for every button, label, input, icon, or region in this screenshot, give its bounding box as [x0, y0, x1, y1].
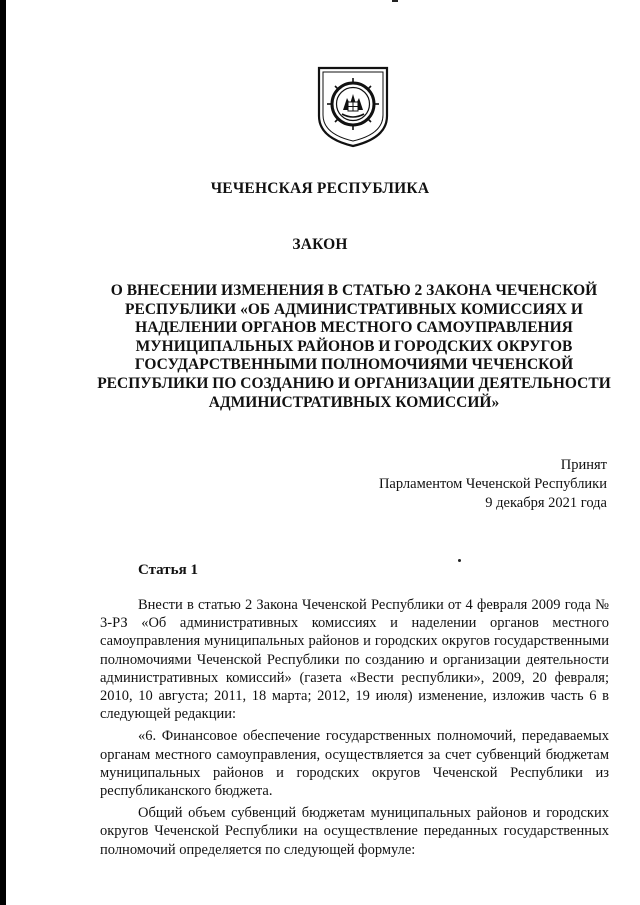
scan-speck	[458, 559, 461, 562]
adoption-line-date: 9 декабря 2021 года	[485, 495, 607, 511]
scan-edge-shadow	[0, 0, 6, 905]
document-type: ЗАКОН	[292, 236, 348, 253]
adoption-line-adopted: Принят	[560, 457, 607, 473]
adoption-line-parliament: Парламентом Чеченской Республики	[378, 476, 607, 492]
article-paragraph: Внести в статью 2 Закона Чеченской Республики от 4 февраля 2009 года № 3-РЗ «Об административных комиссиях и наделении органов местного самоуправления муниципальных районов и городских округов государственными полномочиями Чеченской Республики по созданию и организации деятельности административных комиссий» (газета «Вести республики», 2009, 20 февраля; 2010, 10 августа; 2011, 18 марта; 2012, 19 июля) изменение, изложив часть 6 в следующей редакции:	[100, 597, 609, 723]
article-heading: Статья 1	[138, 562, 198, 578]
republic-name: ЧЕЧЕНСКАЯ РЕСПУБЛИКА	[210, 180, 430, 197]
scan-mark	[392, 0, 398, 2]
article-paragraph: Общий объем субвенций бюджетам муниципальных районов и городских округов Чеченской Республики на осуществление переданных государственных полномочий определяется по следующей формуле:	[100, 805, 609, 858]
law-title: О ВНЕСЕНИИ ИЗМЕНЕНИЯ В СТАТЬЮ 2 ЗАКОНА ЧЕЧЕНСКОЙ РЕСПУБЛИКИ «ОБ АДМИНИСТРАТИВНЫХ КОМИССИЯХ И НАДЕЛЕНИИ ОРГАНОВ МЕСТНОГО САМОУПРАВЛЕНИЯ МУНИЦИПАЛЬНЫХ РАЙОНОВ И ГОРОДСКИХ ОКРУГОВ ГОСУДАРСТВЕННЫМИ ПОЛНОМОЧИЯМИ ЧЕЧЕНСКОЙ РЕСПУБЛИКИ ПО СОЗДАНИЮ И ОРГАНИЗАЦИИ ДЕЯТЕЛЬНОСТИ АДМИНИСТРАТИВНЫХ КОМИССИЙ»	[97, 282, 611, 411]
coat-of-arms-icon	[315, 64, 391, 148]
article-paragraph: «6. Финансовое обеспечение государственных полномочий, передаваемых органам местного самоуправления, осуществляется за счет субвенций бюджетам муниципальных районов и городских округов Чеченской Республики из республиканского бюджета.	[100, 728, 609, 800]
article-body	[100, 596, 609, 863]
adoption-block	[379, 456, 607, 513]
